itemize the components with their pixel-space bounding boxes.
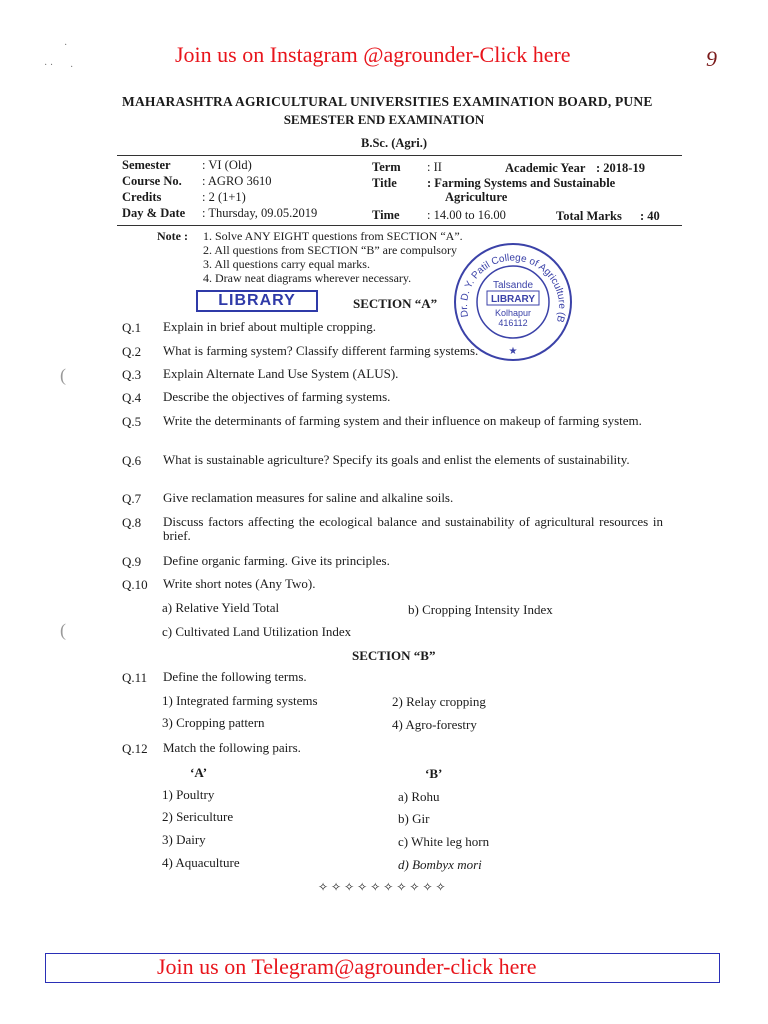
section-b-heading: SECTION “B”	[352, 648, 436, 663]
match-item-b: c) White leg horn	[398, 834, 490, 849]
match-item-a: 3) Dairy	[162, 832, 206, 847]
end-of-paper-ornament: ✧✧✧✧✧✧✧✧✧✧	[318, 880, 449, 894]
board-title: MAHARASHTRA AGRICULTURAL UNIVERSITIES EXAMINATION BOARD, PUNE	[122, 94, 653, 109]
seal-star-icon: ★	[508, 346, 518, 357]
academic-year-label: Academic Year	[505, 161, 586, 175]
seal-library: LIBRARY	[490, 294, 536, 305]
scan-speck: ·	[70, 62, 74, 73]
question-number: Q.7	[122, 491, 142, 506]
title-label: Title	[372, 176, 397, 190]
q11-term: 2) Relay cropping	[392, 694, 486, 709]
question-text: Discuss factors affecting the ecological balance and sustainability of agricultural resources in brief.	[163, 514, 663, 543]
question-number: Q.2	[122, 344, 142, 359]
question-number: Q.3	[122, 367, 142, 382]
credits-label: Credits	[122, 190, 162, 204]
match-item-b: d) Bombyx mori	[398, 857, 482, 872]
scan-speck: ·	[64, 40, 68, 51]
question-text: What is sustainable agriculture? Specify its goals and enlist the elements of sustainability.	[163, 452, 630, 467]
question-text: Describe the objectives of farming systems.	[163, 389, 391, 404]
question-number: Q.11	[122, 670, 148, 685]
question-number: Q.9	[122, 554, 142, 569]
match-item-a: 4) Aquaculture	[162, 855, 240, 870]
total-marks-value: : 40	[640, 209, 660, 223]
time-value: : 14.00 to 16.00	[427, 208, 506, 222]
seal-ring-text: Dr. D. Y. Patil College of Agriculture (B	[458, 252, 568, 324]
question-number: Q.6	[122, 453, 142, 468]
note-label: Note :	[157, 229, 188, 243]
match-column-a-heading: ‘A’	[190, 765, 208, 780]
question-number: Q.8	[122, 515, 142, 530]
q11-term: 4) Agro-forestry	[392, 717, 477, 732]
academic-year-value: : 2018-19	[596, 161, 645, 175]
q10-option-c: c) Cultivated Land Utilization Index	[162, 624, 352, 639]
term-value: : II	[427, 160, 442, 174]
match-item-a: 2) Sericulture	[162, 809, 234, 824]
semester-value: : VI (Old)	[202, 158, 252, 172]
telegram-promo-link[interactable]: Join us on Telegram@agrounder-click here	[157, 954, 537, 979]
match-item-a: 1) Poultry	[162, 787, 215, 802]
note-item: 3. All questions carry equal marks.	[203, 257, 370, 271]
question-number: Q.4	[122, 390, 142, 405]
question-text: Explain in brief about multiple cropping.	[163, 319, 377, 334]
time-label: Time	[372, 208, 400, 222]
date-value: : Thursday, 09.05.2019	[202, 206, 318, 220]
seal-city: Kolhapur	[494, 308, 532, 318]
question-text: What is farming system? Classify different farming systems.	[163, 343, 479, 358]
note-item: 2. All questions from SECTION “B” are compulsory	[203, 243, 457, 257]
seal-place: Talsande	[492, 280, 534, 291]
note-item: 1. Solve ANY EIGHT questions from SECTION “A”.	[203, 229, 463, 243]
note-item: 4. Draw neat diagrams wherever necessary.	[203, 271, 412, 285]
course-value: : AGRO 3610	[202, 174, 272, 188]
question-text: Give reclamation measures for saline and alkaline soils.	[163, 490, 454, 505]
total-marks-label: Total Marks	[556, 209, 622, 223]
exam-title: SEMESTER END EXAMINATION	[283, 112, 485, 127]
question-text: Define organic farming. Give its principles.	[163, 553, 390, 568]
margin-punch-mark: (	[60, 620, 66, 640]
course-label: Course No.	[122, 174, 182, 188]
question-text: Write short notes (Any Two).	[163, 576, 316, 591]
divider-bottom	[117, 225, 682, 226]
credits-value: : 2 (1+1)	[202, 190, 246, 204]
margin-punch-mark: (	[60, 365, 66, 385]
q10-option-a: a) Relative Yield Total	[162, 600, 280, 615]
q11-term: 3) Cropping pattern	[162, 715, 265, 730]
section-a-heading: SECTION “A”	[353, 296, 438, 311]
q11-term: 1) Integrated farming systems	[162, 693, 318, 708]
date-label: Day & Date	[122, 206, 186, 220]
term-label: Term	[372, 160, 401, 174]
match-item-b: b) Gir	[398, 811, 430, 826]
question-number: Q.12	[122, 741, 148, 756]
q10-option-b: b) Cropping Intensity Index	[408, 602, 553, 617]
question-number: Q.10	[122, 577, 148, 592]
question-number: Q.5	[122, 414, 142, 429]
divider-top	[117, 155, 682, 156]
title-value: : Farming Systems and Sustainable	[427, 176, 616, 190]
match-item-b: a) Rohu	[398, 789, 440, 804]
page-number: 9	[706, 46, 717, 71]
question-text: Write the determinants of farming system and their influence on makeup of farming system.	[163, 413, 642, 428]
degree-title: B.Sc. (Agri.)	[361, 136, 427, 150]
question-number: Q.1	[122, 320, 142, 335]
question-text: Match the following pairs.	[163, 740, 301, 755]
seal-pin: 416112	[498, 318, 528, 328]
instagram-promo-link[interactable]: Join us on Instagram @agrounder-Click here	[175, 42, 571, 67]
title-value-line2: Agriculture	[445, 190, 508, 204]
question-text: Define the following terms.	[163, 669, 307, 684]
scan-speck: · ·	[44, 60, 54, 71]
match-column-b-heading: ‘B’	[425, 766, 443, 781]
library-stamp-box: LIBRARY	[196, 290, 318, 312]
semester-label: Semester	[122, 158, 171, 172]
question-text: Explain Alternate Land Use System (ALUS).	[163, 366, 399, 381]
